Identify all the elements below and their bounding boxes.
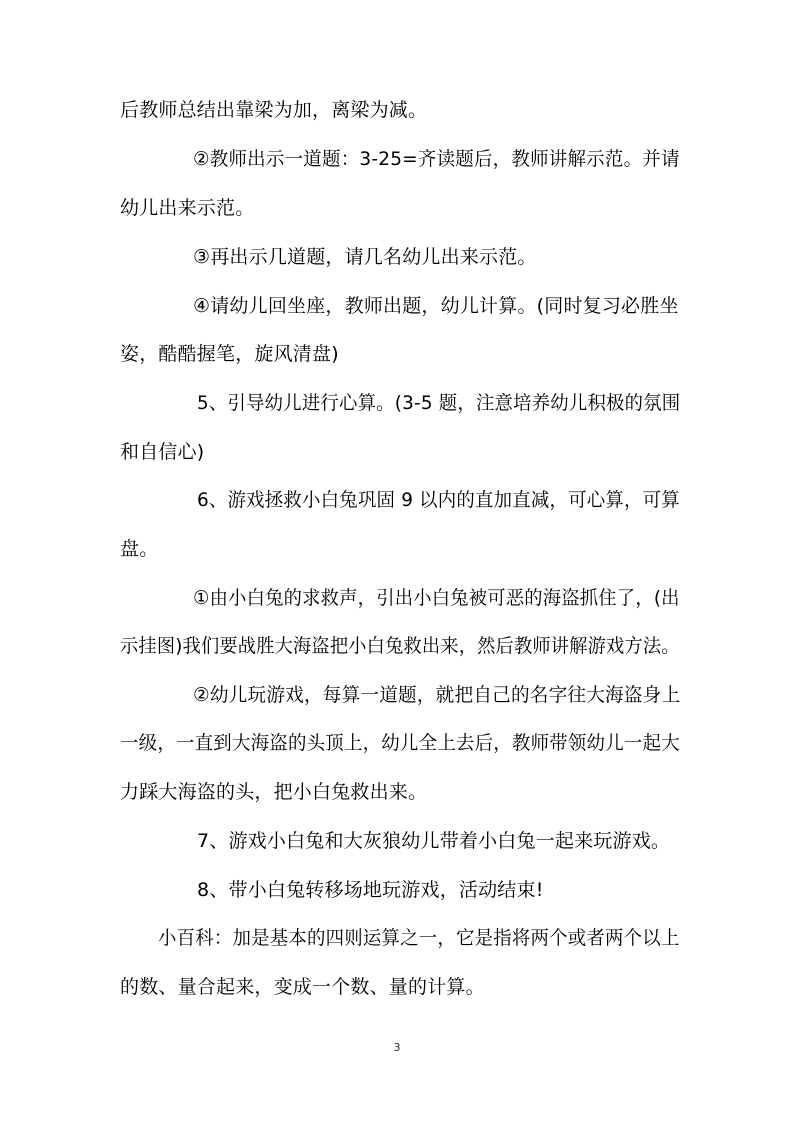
text-line-5: ④请幼儿回坐座，教师出题，幼儿计算。(同时复习必胜坐 (193, 295, 679, 317)
text-line-2: ②教师出示一道题：3-25=齐读题后，教师讲解示范。并请 (193, 148, 680, 170)
text-line-13: ②幼儿玩游戏，每算一道题，就把自己的名字往大海盗身上 (193, 684, 681, 706)
text-line-17: 8、带小白兔转移场地玩游戏，活动结束! (197, 879, 544, 901)
text-line-7: 5、引导幼儿进行心算。(3-5 题，注意培养幼儿积极的氛围 (197, 392, 681, 414)
text-line-9: 6、游戏拯救小白兔巩固 9 以内的直加直减，可心算，可算 (197, 489, 680, 511)
text-line-18: 小百科：加是基本的四则运算之一，它是指将两个或者两个以上 (158, 927, 680, 949)
text-line-16: 7、游戏小白兔和大灰狼幼儿带着小白兔一起来玩游戏。 (197, 830, 671, 852)
text-line-3: 幼儿出来示范。 (120, 197, 255, 219)
text-line-1: 后教师总结出靠梁为加，离梁为减。 (120, 99, 428, 121)
text-line-10: 盘。 (120, 538, 159, 560)
text-line-12: 示挂图)我们要战胜大海盗把小白兔救出来，然后教师讲解游戏方法。 (120, 635, 680, 657)
text-line-11: ①由小白兔的求救声，引出小白兔被可恶的海盗抓住了，(出 (193, 587, 680, 609)
page-number: 3 (393, 1041, 401, 1054)
text-line-6: 姿，酷酷握笔，旋风清盘) (120, 343, 339, 365)
text-line-8: 和自信心) (120, 441, 205, 463)
text-line-4: ③再出示几道题，请几名幼儿出来示范。 (193, 246, 537, 268)
text-line-19: 的数、量合起来，变成一个数、量的计算。 (120, 976, 485, 998)
text-line-15: 力踩大海盗的头，把小白兔救出来。 (120, 781, 428, 803)
text-line-14: 一级，一直到大海盗的头顶上，幼儿全上去后，教师带领幼儿一起大 (120, 732, 680, 754)
